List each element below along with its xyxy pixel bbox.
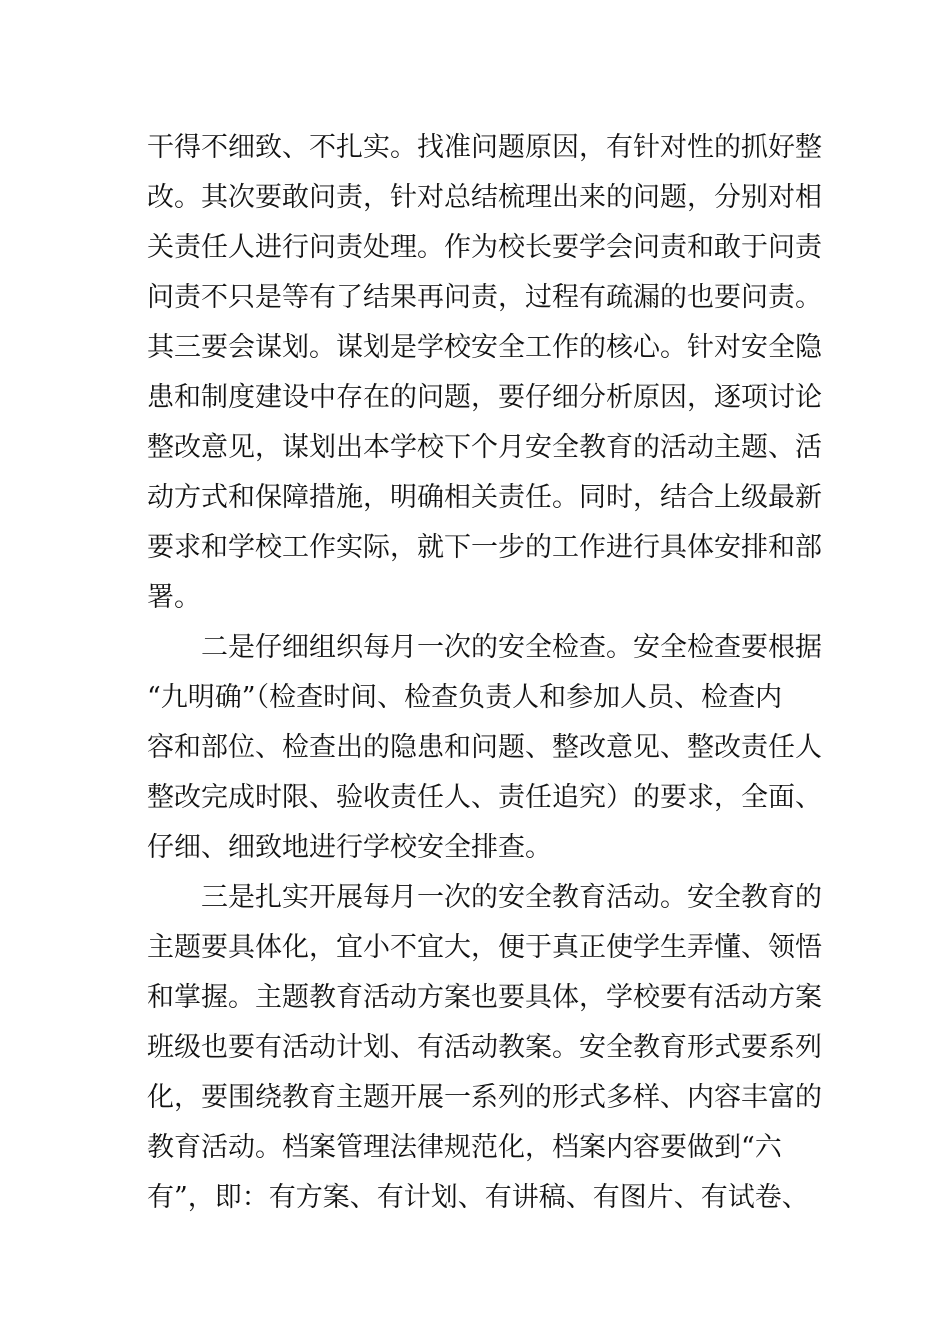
text-line: 关责任人进行问责处理。作为校长要学会问责和敢于问责	[147, 232, 822, 263]
text-line: 整改意见，谋划出本学校下个月安全教育的活动主题、活	[147, 432, 822, 463]
text-line: 问责不只是等有了结果再问责，过程有疏漏的也要问责。	[147, 282, 822, 313]
text-line: 教育活动。档案管理法律规范化，档案内容要做到“六	[147, 1132, 782, 1163]
text-line: “九明确”（检查时间、检查负责人和参加人员、检查内	[147, 682, 783, 713]
text-line: 改。其次要敢问责，针对总结梳理出来的问题，分别对相	[147, 182, 822, 213]
text-line: 班级也要有活动计划、有活动教案。安全教育形式要系列	[147, 1032, 822, 1063]
text-line: 主题要具体化，宜小不宜大，便于真正使学生弄懂、领悟	[147, 932, 822, 963]
text-line: 要求和学校工作实际，就下一步的工作进行具体安排和部	[147, 532, 822, 563]
text-line: 其三要会谋划。谋划是学校安全工作的核心。针对安全隐	[147, 332, 822, 363]
text-line: 干得不细致、不扎实。找准问题原因，有针对性的抓好整	[147, 132, 822, 163]
text-line: 有”，即：有方案、有计划、有讲稿、有图片、有试卷、	[147, 1182, 809, 1213]
text-line: 整改完成时限、验收责任人、责任追究）的要求，全面、	[147, 782, 822, 813]
text-line: 化，要围绕教育主题开展一系列的形式多样、内容丰富的	[147, 1082, 822, 1113]
paragraph-start-line: 二是仔细组织每月一次的安全检查。安全检查要根据	[201, 632, 822, 663]
text-line: 动方式和保障措施，明确相关责任。同时，结合上级最新	[147, 482, 822, 513]
paragraph-start-line: 三是扎实开展每月一次的安全教育活动。安全教育的	[201, 882, 822, 913]
text-line: 容和部位、检查出的隐患和问题、整改意见、整改责任人	[147, 732, 822, 763]
text-line: 和掌握。主题教育活动方案也要具体，学校要有活动方案	[147, 982, 822, 1013]
text-line: 署。	[147, 582, 201, 613]
text-line: 患和制度建设中存在的问题，要仔细分析原因，逐项讨论	[147, 382, 822, 413]
text-line: 仔细、细致地进行学校安全排查。	[147, 832, 552, 863]
